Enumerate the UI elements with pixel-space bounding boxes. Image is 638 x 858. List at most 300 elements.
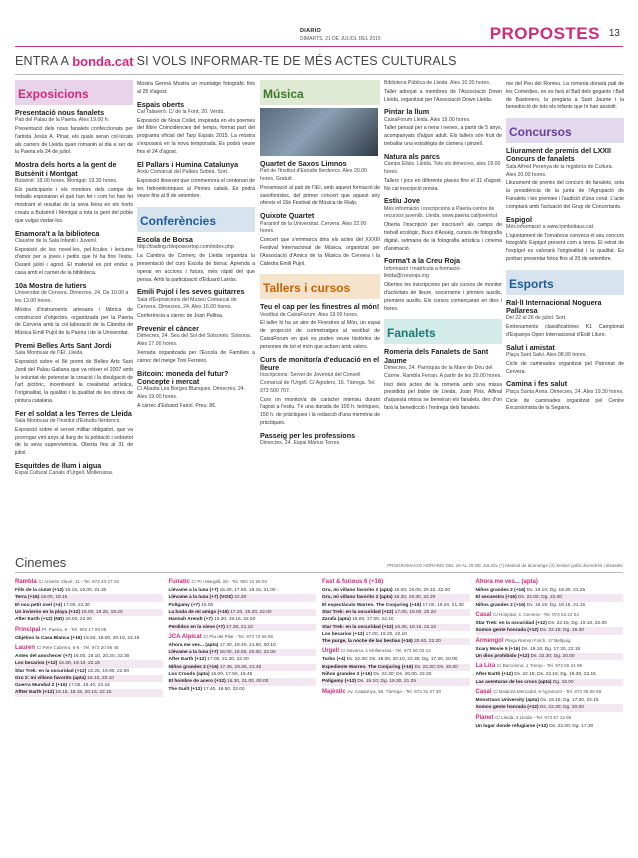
film-listing bbox=[169, 642, 317, 649]
film-title: Terra (+16) bbox=[15, 595, 40, 601]
cinema-venue bbox=[169, 578, 317, 587]
film-title: El espectáculo Warren. The Conjuring (+16) bbox=[322, 602, 422, 608]
film-listing bbox=[169, 602, 317, 609]
cinema-venue bbox=[476, 662, 624, 671]
event-details: Dimecres, 24. Seu del Sol del Solsonès. Solsona. Ales 17.00 hores. bbox=[137, 333, 252, 348]
venue-info: Plaça Ramon Folch, 17 Bellpuig bbox=[505, 637, 571, 643]
event-item bbox=[137, 288, 255, 321]
musica-list bbox=[260, 160, 380, 268]
film-title: After Earth (+12) bbox=[475, 672, 513, 678]
event-item bbox=[506, 216, 624, 264]
film-listing bbox=[169, 594, 317, 601]
event-title: Ral·lI Internacional Noguera Pallaresa bbox=[506, 297, 602, 316]
film-title: The Guilt (+12) bbox=[168, 686, 202, 692]
event-item bbox=[137, 161, 255, 201]
event-details: Del 22 al 26 de juliol. Sort. bbox=[506, 315, 567, 322]
venue-info: C/ Navarra, 1 Mollerussa - Tel. 973 60 03 13 bbox=[340, 648, 431, 654]
event-title: Camina i fes salut bbox=[506, 379, 568, 389]
film-title: Star Trek: en la oscuridad (+12) bbox=[15, 668, 87, 674]
event-details: Camps Elisis. Lleida. Tots els dimecres, ales 19.00 hores. bbox=[384, 161, 501, 175]
cinema-venue bbox=[476, 688, 624, 697]
event-description: Obertes les inscripcions per als cursos de monitor d'activitats de lleure, socorrisme i primers auxilis, premiers auxilis. Els cursos començaran en dies i hores. bbox=[384, 282, 502, 312]
event-description: Exposició sobre el 8è premi de Belles Arts Sant Jordi del Palau Galiana que va néixer el 2007 amb la voluntat de potenciar la creació i la divulgació de l'art pictòric, incentivant la creativitat artística, l'originalitat, la qualitat i la qualitat de les obres de pintura catalana. bbox=[15, 359, 133, 404]
film-listing bbox=[322, 616, 470, 623]
film-showtimes: 15.30, 19.15, 22.50 bbox=[214, 617, 256, 623]
film-listing bbox=[476, 587, 624, 594]
venue-name: JCA Alpicat bbox=[168, 633, 202, 640]
film-showtimes: Ds. 22.30; Dg. 20.00 bbox=[530, 654, 575, 660]
event-item bbox=[506, 299, 624, 340]
film-title: Zarafa (apta) bbox=[322, 617, 351, 623]
event-details: Sala Montsuar de l'IEI. Lleida. bbox=[15, 350, 84, 357]
event-title: Natura als parcs bbox=[384, 151, 440, 161]
film-title: Gru 2: mi villano favorito (apta) bbox=[15, 675, 86, 681]
event-details: Dimecres, 24. Parròquia de la Mare de Déu del Carme. Rambla Ferran. A partir de les 20.00 hores. bbox=[384, 365, 502, 379]
event-item bbox=[260, 160, 380, 184]
event-details: Biblioteca Pública de Lleida. Ales 10.30 hores. bbox=[384, 80, 491, 86]
event-title: Salut i amistat bbox=[506, 342, 555, 352]
cinemes-title: Cinemes bbox=[15, 555, 67, 570]
film-listing bbox=[169, 609, 317, 616]
event-item bbox=[384, 108, 502, 148]
section-header-fanalets: Fanalets bbox=[384, 319, 502, 344]
film-listing bbox=[322, 671, 470, 678]
film-title: Fills de la ciutat (+12) bbox=[15, 588, 64, 594]
film-showtimes: 17.30, 19.40, 21.50, 00.10 bbox=[219, 642, 276, 648]
event-title: Esquitdes de llum i aigua bbox=[15, 461, 102, 471]
event-description: Entrenaments classificatòries K1 Campionat d'Espanya Open Internacional d'Estil Lliure. bbox=[506, 324, 624, 338]
event-details: Universitat de Cervera. Dimecres, 24. De 10.00 a les 13.00 hores. bbox=[15, 290, 129, 304]
promo-banner bbox=[15, 50, 623, 72]
event-title: 10a Mostra de lutiers bbox=[15, 280, 87, 290]
event-description: Taller pensat per a nens i nenes, a partir de 5 anys, acompanyats d'algun adult. Els tallers són fruit de treballar una estratègia de càmera i pinzell. bbox=[384, 125, 502, 148]
cinemes-columns bbox=[15, 576, 623, 730]
event-title: Espais oberts bbox=[137, 99, 185, 109]
film-title: Ahora me ves... (apta) bbox=[168, 642, 219, 648]
film-listing bbox=[169, 587, 317, 594]
section-header-musica: Música bbox=[260, 80, 380, 105]
film-title: Star Trek: en la oscuridad (+12) bbox=[322, 624, 394, 630]
film-listing bbox=[169, 686, 317, 693]
film-title: Star Trek: en la oscuridad (+12) bbox=[322, 609, 394, 615]
film-listing bbox=[322, 664, 470, 671]
film-listing bbox=[15, 635, 163, 642]
event-description: El taller hi ha un aire de Finestres al Món, un espai de projecció de curtmetratges al vestíbul de CaixaForum en què es poden veure històries de persones de tot el món que actuen amb valors. bbox=[260, 320, 380, 350]
cinema-venue bbox=[15, 644, 163, 653]
film-showtimes: 22.30 bbox=[234, 595, 247, 601]
event-description: Mostra d'instruments artesans i fàbrica de construcció d'objectes, organitzada per la Paeria de Cervera amb la col·laboració de la Càtedra de Música Emili Pujol de la Paeria i de la Universitat. bbox=[15, 306, 133, 337]
film-title: Hannah Arendt (+7) bbox=[168, 617, 213, 623]
event-title: Curs de monitor/a d'educació en el lleure bbox=[260, 354, 380, 372]
film-listing bbox=[15, 653, 163, 660]
event-title: Forma't a la Creu Roja bbox=[384, 256, 460, 266]
venue-name: Armengol bbox=[475, 637, 504, 644]
newspaper-brand: DIARIO bbox=[300, 28, 322, 34]
film-title: Un invierno en la playa (+12) bbox=[15, 609, 80, 615]
film-showtimes: Dg. 19.00 bbox=[552, 679, 574, 685]
event-title: Escola de Borsa bbox=[137, 235, 193, 245]
cinema-venue bbox=[322, 578, 470, 587]
event-title: Estiu Jove bbox=[384, 196, 420, 206]
event-details: Sala Alfred Perenya de la regidoria de Cultura. Ales 20.00 hores. bbox=[506, 163, 613, 178]
film-listing bbox=[15, 675, 163, 682]
event-details: Claustre de la Sala Infantil i Juvenil. bbox=[15, 237, 98, 244]
event-item bbox=[15, 410, 133, 458]
venue-name: Majèstic bbox=[322, 688, 346, 695]
film-title: Expediente Warren. The Conjuring (+16) bbox=[322, 664, 414, 670]
film-listing bbox=[169, 624, 317, 631]
venue-name: Fast & furious 6 (+16) bbox=[322, 579, 384, 585]
esports-list bbox=[506, 299, 624, 413]
film-showtimes: 16.00, 17.00, 22.10 bbox=[352, 617, 394, 623]
film-showtimes: Dv. 22.15; Ds. 22.15; Dg. 19.30, 22.15 bbox=[514, 672, 596, 678]
film-title: Somos gente honrada (+12) bbox=[475, 705, 539, 711]
film-showtimes: 16.00, 18.15 bbox=[40, 595, 68, 601]
event-item bbox=[260, 303, 380, 351]
film-showtimes: 17.40, 19.50, 22.00 bbox=[203, 686, 245, 692]
event-details: Inscripcions: Servei de Joventut del Consell Comarcal de l'Urgell. C/ Agoders, 16. Tàrrega. Tel. 973 500 707. bbox=[260, 372, 376, 394]
film-showtimes: 16.00, 18.10, 20.20, 22.30 bbox=[73, 654, 130, 660]
venue-info: Pl. Paeria, 8 - Tel. 902 17 09 08 bbox=[42, 626, 107, 632]
venue-name: Ahora me ves... (apta) bbox=[475, 579, 538, 585]
venue-name: Urgell bbox=[322, 648, 340, 655]
event-title: Emili Pujol i les seves guitarres bbox=[137, 287, 245, 297]
event-item bbox=[15, 230, 133, 278]
cinema-column bbox=[169, 576, 317, 730]
event-title: Quartet de Saxos Limnos bbox=[260, 159, 347, 168]
event-title: Teu el cap per les finestres al món! bbox=[260, 302, 380, 312]
banner-prefix: ENTRA A bbox=[15, 54, 70, 68]
event-details: Espai Cultural Canals d'Urgell. Mollerussa. bbox=[15, 470, 114, 477]
event-item bbox=[15, 462, 133, 478]
film-title: La boda de mi amigo (+16) bbox=[168, 609, 229, 615]
event-description: Tallers i jocs en diferents places fins el 31 d'agost. No cal inscripció prèvia. bbox=[384, 177, 502, 192]
event-details: Més informació i inscripcions a Paeria-centre de recursos juvenils. Lleida. www.paeria.cat/joventut bbox=[384, 205, 498, 220]
film-title: Llévame a la luna (+7) bbox=[168, 650, 219, 656]
film-listing bbox=[322, 602, 470, 609]
event-details: CaixaForum Lleida. Ales 19.00 hores. bbox=[384, 116, 471, 123]
film-listing bbox=[476, 653, 624, 660]
event-title: Fer el soldat a les Terres de Lleida bbox=[15, 408, 132, 418]
film-title: El secuestro (+16) bbox=[475, 595, 517, 601]
film-title: The purge, la noche de las bestias (+16) bbox=[322, 639, 413, 645]
event-item bbox=[506, 180, 624, 211]
film-title: Gru, mi villano favorito 2 (apta) bbox=[322, 595, 393, 601]
column-intro: me del Peu del Romeu. La romeria donarà pati de les Comèdies, on es farà el Ball dels gegants i Ball de Bastoners, la pregària a Sant Jaume i la benedicció de tots els infants que hi han assistit. bbox=[506, 81, 624, 111]
event-details: Sala Montsuar de l'Institut d'Estudis Ilerdencs. bbox=[15, 418, 121, 425]
film-title: El hombre de acero (+12) bbox=[168, 679, 226, 685]
event-description: La Cambra de Comerç de Lleida organitza la presentació del curs Escola de borsa: Aprenda a operar en accions i futurs, més ràpid del que pensa. Amb la participació d'Eduard Larràs. bbox=[137, 253, 255, 283]
film-listing bbox=[322, 638, 470, 645]
event-title: Mostra dels horts a la gent de Butsènit i Montgat bbox=[15, 160, 117, 178]
event-details: Arxiu Comarcal del Pallars Sobirà. Sort. bbox=[137, 168, 229, 175]
film-showtimes: 16.25, 19.00, 22.00 bbox=[87, 668, 130, 674]
cinema-venue bbox=[322, 647, 470, 656]
tallers-list bbox=[260, 303, 380, 447]
cinema-venue bbox=[15, 578, 163, 587]
film-showtimes: 17.00, 19.20, 22.10 bbox=[365, 631, 407, 637]
conferencies-list bbox=[137, 236, 255, 410]
event-description: A càrrec d'Eduard Fariol. Preu: 8€. bbox=[137, 402, 217, 409]
film-showtimes: Ds. 22.15; Dg. 19.10, 22.00 bbox=[548, 621, 607, 627]
film-title: Aftter Earth (+12) bbox=[15, 690, 55, 696]
venue-info: Av. Catalunya, 56, Tàrrega - Tel. 973 31 07 30 bbox=[347, 688, 441, 694]
film-showtimes: 16.10, 20.10 bbox=[87, 675, 114, 681]
film-showtimes: 20.40, 22.20 bbox=[414, 639, 441, 645]
event-title: Espigol bbox=[506, 214, 532, 224]
concert-photo bbox=[260, 108, 378, 156]
film-listing bbox=[15, 682, 163, 689]
event-description: Exposició de Nous Collet, inspirada en els poemes del llibre Coincidències del temps, format part del programa oficial del Tarp Espais 2015. La mostra s'exposarà en la nova temporada. Es podrà veure fins el 24 d'agost. bbox=[137, 117, 255, 155]
column-2 bbox=[137, 80, 255, 550]
event-details: Dimecres, 24. Espai Màrius Torres. bbox=[260, 440, 341, 447]
film-showtimes: Dv. 19.15; Dg. 19.15, 21.15 bbox=[526, 602, 586, 608]
film-listing bbox=[476, 679, 624, 686]
cinemes-note: PROGRAMACIÓ HORARIS DEL 19 AL 25 DE JULIOL (*) Matinal de diumenge (4) Sessió golfa divendres i dissabte bbox=[387, 563, 623, 568]
venue-name: Planet bbox=[475, 714, 494, 721]
event-description: Taller adreçat a membres de l'Associació Down Lleida, organitzat per l'Associació Down Lleida. bbox=[384, 88, 502, 103]
event-description: Exposició sobre el servei militar obligatori, que va prorrogar vint anys al llarg de la població i sobretot de la seva supervivència. Oberta fins al 31 de juliol. bbox=[15, 426, 133, 457]
film-showtimes: Ds. 22.30; Dg. 20.00 bbox=[539, 705, 584, 711]
cinema-venue bbox=[15, 626, 163, 635]
event-details: C/ Abadia Les Borges Blanques. Dimecres, 24. Ales 19.00 hores. bbox=[137, 386, 246, 400]
event-description: L'ajuntament de Tornabous convoca el seu concurs fotogràfic Espigol present com a tema. El retrat de l'espígol es valorarà l'originalitat i la qualitat. Es podran presentar fotos fins al 20 de setembre. bbox=[506, 232, 624, 262]
film-listing bbox=[169, 664, 317, 671]
film-title: Un lugar donde refugiarse (+12) bbox=[475, 723, 548, 729]
event-description: Concert que s'emmarca dins els actes del XXXIII Festival Internacional de Música, organitzat per l'Associació d'Amics de la Música de Cervera i la Càtedra Emili Pujol. bbox=[260, 237, 380, 267]
section-header-concursos: Concursos bbox=[506, 118, 624, 143]
event-details: Butsènit: 18.00 hores. Montgat: 19.30 hores. bbox=[15, 177, 118, 184]
event-item bbox=[506, 344, 624, 377]
event-title: Bitcoin: moneda del futur? Concepte i mercat bbox=[137, 368, 229, 386]
venue-name: Lauren bbox=[15, 644, 36, 651]
film-showtimes: 16.00, 17.50, 19.45 bbox=[210, 672, 253, 678]
film-title: Monstruos University (apta) bbox=[475, 698, 539, 704]
film-showtimes: 16.30, 21.00, 00.00 bbox=[227, 679, 269, 685]
film-listing bbox=[476, 646, 624, 653]
event-details: Informació i matrícula a formacio-lleida@creuroja.org bbox=[384, 265, 461, 280]
film-listing bbox=[322, 631, 470, 638]
event-item bbox=[384, 257, 502, 313]
film-title: After Earth (+12) (ND) bbox=[15, 617, 64, 623]
fanalets-list bbox=[384, 348, 502, 412]
event-description: Exposició itinerant que commemora el centenari de les hidroelèctriques al Pirineu català. Es podrà veure fins al 8 de setembre. bbox=[137, 177, 255, 200]
film-showtimes: Dv. 22.30; Ds. 20.00, 22.30 bbox=[373, 672, 432, 678]
film-showtimes: 17.20, 19.20, 22.00 bbox=[230, 609, 272, 615]
film-listing bbox=[15, 616, 163, 623]
cinemes-header bbox=[15, 555, 623, 573]
concursos-list bbox=[506, 147, 624, 264]
event-title: Enamora't a la biblioteca bbox=[15, 228, 100, 238]
film-title: Niños grandes 2 (+16) bbox=[322, 672, 372, 678]
film-listing bbox=[15, 660, 163, 667]
section-header-conferencies: Conferències bbox=[137, 207, 255, 232]
film-title: Scary Movie 5 (+16) bbox=[475, 646, 521, 652]
event-item bbox=[384, 80, 502, 104]
banner-logo[interactable]: bonda.cat bbox=[72, 53, 134, 69]
film-showtimes: 16.00, 18.00, 20.10, 22.00 bbox=[393, 588, 450, 594]
film-showtimes: 15.40, 17.50, 19.15, 21.00 bbox=[219, 588, 276, 594]
film-title: Llévame a la luna (+7) (VOS) bbox=[168, 595, 233, 601]
film-showtimes: 16.30, 19.30, 22.20 bbox=[393, 595, 436, 601]
tallers-continued-list bbox=[384, 80, 502, 313]
cinema-venue bbox=[476, 578, 624, 587]
cinema-venue bbox=[476, 611, 624, 620]
cinemes-listing bbox=[15, 555, 623, 855]
film-showtimes: Dv. 19.15; Dg. 17.00, 22.15 bbox=[540, 698, 599, 704]
cinema-venue bbox=[476, 714, 624, 723]
film-listing bbox=[322, 594, 470, 601]
event-details: Pati de l'Institut d'Estudis Ilerdencs. Ales 20.00 hores. Gratuït. bbox=[260, 168, 367, 183]
event-item bbox=[15, 342, 133, 406]
film-title: El nou petit ovel (+4) bbox=[15, 602, 63, 608]
film-showtimes: Dv. 22.30; Ds. 20.00 bbox=[414, 664, 458, 670]
event-description: Inici dels actes de la romeria amb una missa presidida pel bisbe de Lleida, Joan Piris. Alfinal d'aquesta missa se beneiran els fanalets, des d'on farà la benedicció i l'entrega dels fanalets. bbox=[384, 381, 502, 411]
film-listing bbox=[476, 627, 624, 634]
film-title: Polígamy (+12) bbox=[322, 679, 356, 685]
venue-info: C/ Anselm Clavé, 11 - Tel. 973 23 27 26 bbox=[38, 579, 119, 584]
event-description: Presentació al pati de l'IEI, amb aquest formació de saxofonistes, del primer concert que aquest any ofereix el 15è Festival de Música de Rialp. bbox=[260, 184, 380, 207]
event-title: Premi Belles Arts Sant Jordi bbox=[15, 340, 112, 350]
banner-suffix: SI VOLS INFORMAR-TE DE MÉS ACTES CULTURALS bbox=[136, 54, 457, 68]
cinema-venue bbox=[322, 688, 470, 697]
film-showtimes: 17.05, 19.40, 22.15 bbox=[68, 683, 110, 689]
event-description: Curs on monitor/a de caràcter intensiu durant l'agost a l'estiu. Té una durada de 100 h. teòriques, 150 h. de pràctiques i la redacció d'una memòria de pràctiques. bbox=[260, 396, 380, 426]
event-details: Més informació a www.tomboitaus.cat bbox=[506, 223, 594, 230]
film-title: After Earth (+12) bbox=[168, 657, 206, 663]
film-title: Niños grandes 2 (+16) bbox=[475, 602, 526, 608]
section-title: PROPOSTES bbox=[489, 24, 600, 43]
event-item bbox=[506, 380, 624, 413]
film-showtimes: 17.00, 21.30, 23.30 bbox=[207, 657, 249, 663]
film-title: Llévame a la luna (+7) bbox=[168, 588, 219, 594]
film-showtimes: Dv. 22.30; Ds. 18.00, 20.10, 22.30; Dg. 17.30, 20.00 bbox=[346, 657, 458, 663]
film-listing bbox=[169, 656, 317, 663]
film-listing bbox=[15, 594, 163, 601]
section-header-esports: Esports bbox=[506, 270, 624, 295]
film-title: Objetivo la Casa Blanca (+16) bbox=[15, 635, 83, 641]
section-header-tallers: Tallers i cursos bbox=[260, 274, 380, 299]
film-listing bbox=[476, 723, 624, 730]
event-details: Sala d'Exposicions del Museu Comarcal de Cervera. Dimecres, 24. Ales 16.00 hores. bbox=[137, 296, 237, 311]
event-item bbox=[260, 432, 380, 448]
cinema-venue bbox=[169, 633, 317, 642]
event-details: Cal Talaveró. C/ de la Font, 20. Verdú. bbox=[137, 108, 225, 115]
event-description: Presentació dels nous fanalets confeccionats per l'artista Jesús A. Pinar, els quals seran col·locats als carrers de Lleida quan romanin al dia a ser de la Paeria els 24 de juliol. bbox=[15, 126, 133, 156]
film-title: Polígamy (+7) bbox=[168, 602, 200, 608]
event-item bbox=[15, 109, 133, 157]
film-listing bbox=[15, 587, 163, 594]
venue-name: Rambla bbox=[15, 579, 37, 585]
event-details: Pati del Palau de la Paeria. Ales 19.00 h. bbox=[15, 117, 110, 124]
venue-info: C/ Pla del Pilar - Tel. 973 73 66 66 bbox=[203, 633, 274, 639]
film-showtimes: 15.00 bbox=[201, 602, 214, 608]
film-title: Guerra Mundial Z (+16) bbox=[15, 683, 68, 689]
film-title: Un dios prohibido (+12) bbox=[475, 654, 530, 660]
event-description: Els participants i els monitors dels camps de treballs exposaran el què han fet i com ho han fet mostrant el resultat de la seva feina en els horts creats a Butsènit i Montgat a tota la gent del poble que vulgui visitar-los. bbox=[15, 186, 133, 224]
film-listing bbox=[169, 616, 317, 623]
film-showtimes: 16.15, 18.15, 20.15, 22.15 bbox=[55, 690, 112, 696]
film-title: Los becarios (+12) bbox=[15, 661, 58, 667]
film-listing bbox=[322, 656, 470, 663]
event-description: Oberta l'inscripció per inscriure't als camps de treball ecològic, Bucs d'Aouèg, cursos de fotografia digital, setmana de la fotografia artística i cinema d'animació. bbox=[384, 222, 502, 252]
event-title: El Pallars i Humina Catalunya bbox=[137, 159, 239, 169]
cinema-column bbox=[15, 576, 163, 730]
cinema-venue bbox=[476, 637, 624, 646]
film-listing bbox=[322, 609, 470, 616]
venue-name: Casal bbox=[475, 611, 492, 618]
masthead-rule bbox=[15, 46, 623, 47]
event-item bbox=[506, 147, 624, 179]
film-listing bbox=[15, 602, 163, 609]
venue-info: C/ Hospital, 4. Cervera - Tel. 973 53 22 54 bbox=[493, 611, 579, 617]
film-title: Turbo (+4) bbox=[322, 657, 346, 663]
venue-info: C/ Pi i Margall, 26 - Tel. 902 12 58 02 bbox=[191, 579, 268, 584]
film-listing bbox=[322, 678, 470, 685]
event-item bbox=[384, 348, 502, 412]
column-4 bbox=[384, 80, 502, 550]
event-item bbox=[260, 185, 380, 208]
film-title: Gru, mi villano favorito 2 (apta) bbox=[322, 588, 393, 594]
cinema-column bbox=[476, 576, 624, 730]
film-showtimes: Ds. 22.00; Dg. 22.00 bbox=[518, 595, 563, 601]
film-showtimes: Ds. 22.15; Dg. 19.30 bbox=[539, 628, 584, 634]
film-title: Star Trek: en la oscuridad (+12) bbox=[475, 621, 547, 627]
film-listing bbox=[476, 602, 624, 609]
event-item bbox=[384, 197, 502, 253]
venue-name: La Lira bbox=[475, 663, 496, 670]
film-showtimes: 16.30, 19.10, 22.15 bbox=[58, 661, 100, 667]
cinema-column bbox=[322, 576, 470, 730]
exposicions-continued-list bbox=[137, 101, 255, 202]
film-showtimes: 15.50, 18.00, 20.10, 22.15 bbox=[83, 635, 140, 641]
film-title: Los Croods (apta) bbox=[168, 672, 210, 678]
column-1 bbox=[15, 80, 133, 550]
film-title: Antes del anochecer (+7) bbox=[15, 654, 72, 660]
event-description: Cicle de caminades organitzat pel Centre Excursionista de la Segarra. bbox=[506, 397, 624, 412]
exposicions-list bbox=[15, 109, 133, 478]
page-number: 13 bbox=[608, 28, 620, 39]
venue-info: C/ Pere Cabrera, 6-8 - Tel. 973 20 56 48 bbox=[36, 644, 119, 650]
film-showtimes: Dv. 19.10; Dg. 19.30, 21.25 bbox=[526, 588, 586, 594]
film-listing bbox=[169, 649, 317, 656]
event-item bbox=[137, 101, 255, 157]
film-showtimes: 16.40, 19.15, 22.10 bbox=[394, 624, 437, 630]
event-details: Plaça Sant Salvi. Ales 08.00 hores. bbox=[506, 352, 587, 359]
film-showtimes: 17.45, 19.45, 21.45 bbox=[219, 664, 262, 670]
film-showtimes: Ds. 19.15; Dg. 17.30, 22.15 bbox=[521, 646, 581, 652]
film-listing bbox=[322, 624, 470, 631]
film-listing bbox=[15, 609, 163, 616]
film-listing bbox=[169, 671, 317, 678]
film-listing bbox=[15, 668, 163, 675]
event-title: Passeig per les professions bbox=[260, 430, 356, 440]
event-description: Xerrada organitzada per l'Escola de Famílies a càrrec del metge Toni Ferreiro. bbox=[137, 349, 255, 364]
film-listing bbox=[476, 620, 624, 627]
venue-name: Principal bbox=[15, 626, 41, 633]
film-showtimes: 17.00, 22.30 bbox=[63, 602, 91, 608]
column-3 bbox=[260, 80, 380, 550]
film-listing bbox=[169, 678, 317, 685]
film-title: Perdidos en la nieve (+7) bbox=[168, 624, 225, 630]
event-details: http://trading.rbloposesrtop.com/index.php bbox=[137, 244, 234, 251]
venue-info: C/ Lleida, 2 Lleida - Tel. 973 57 13 66 bbox=[495, 714, 572, 720]
event-title: Lliurament de premis del LXXII Concurs de fanalets bbox=[506, 146, 612, 164]
issue-date: DIMARTS, 21 DE JULIOL DEL 2015 bbox=[300, 36, 381, 42]
event-description: Conferència a càrrec de Joan Pellisa. bbox=[137, 313, 224, 320]
event-item bbox=[260, 356, 380, 428]
venue-name: Funatic bbox=[168, 579, 190, 585]
